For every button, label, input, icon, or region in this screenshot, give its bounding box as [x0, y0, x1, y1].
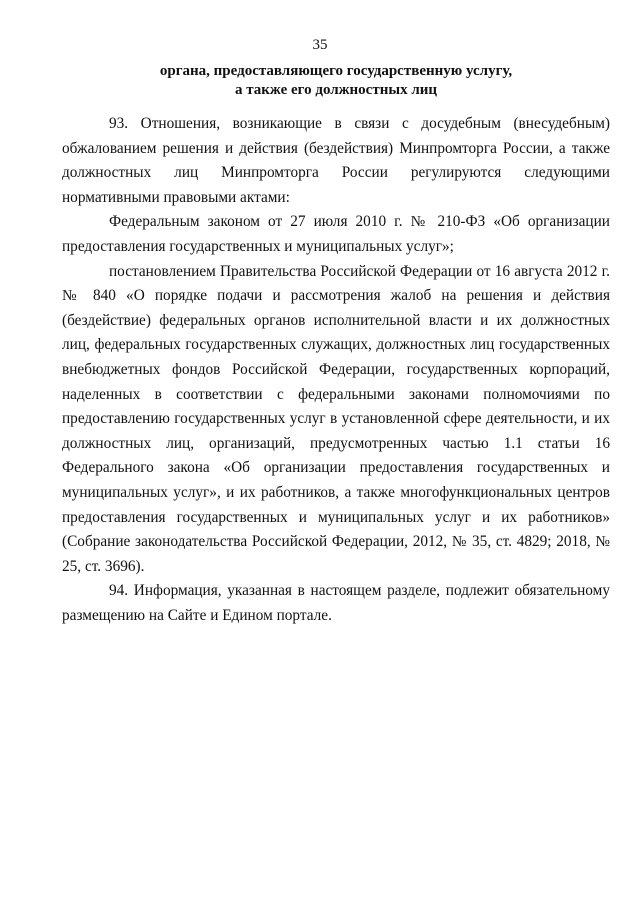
paragraph-94: 94. Информация, указанная в настоящем разделе, подлежит обязательному размещению на Сайте и Едином портале. [62, 582, 610, 624]
page-number: 35 [312, 37, 328, 53]
section-heading [62, 62, 610, 100]
paragraph-93: 93. Отношения, возникающие в связи с досудебным (внесудебным) обжалованием решения и действия (бездействия) Минпромторга России, а также должностных лиц Минпромторга России регулируются следующими нормативными правовыми актами: [62, 115, 610, 206]
section-heading-line-1: органа, предоставляющего государственную услугу, [159, 63, 513, 79]
document-body [62, 112, 610, 628]
paragraph-government-decree: постановлением Правительства Российской Федерации от 16 августа 2012 г. № 840 «О порядке подачи и рассмотрения жалоб на решения и действия (бездействие) федеральных органов исполнительной власти и их должностных лиц, федеральных государственных служащих, должностных лиц государственных внебюджетных фондов Российской Федерации, государственных корпораций, наделенных в соответствии с федеральными законами полномочиями по предоставлению государственных услуг в установленной сфере деятельности, и их должностных лиц, организаций, предусмотренных частью 1.1 статьи 16 Федерального закона «Об организации предоставления государственных и муниципальных услуг», и их работников, а также многофункциональных центров предоставления государственных и муниципальных услуг и их работников» (Собрание законодательства Российской Федерации, 2012, № 35, ст. 4829; 2018, № 25, ст. 3696). [62, 262, 610, 575]
paragraph-federal-law: Федеральным законом от 27 июля 2010 г. № 210-ФЗ «Об организации предоставления государственных и муниципальных услуг»; [62, 213, 610, 255]
section-heading-line-2: а также его должностных лиц [234, 82, 438, 98]
